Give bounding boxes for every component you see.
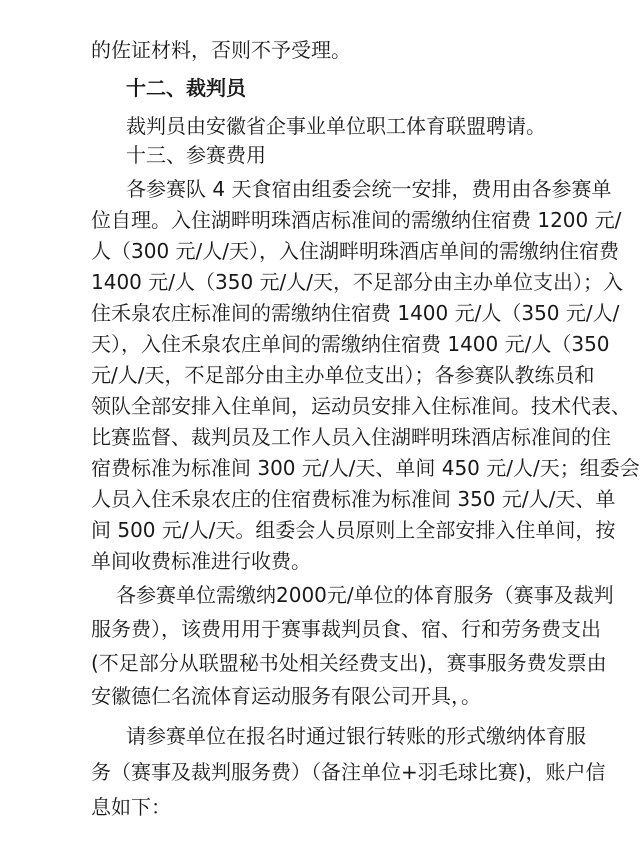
text-line-16: 间 500 元/人/天。组委会人员原则上全部安排入住单间，按	[91, 518, 616, 542]
text-line-12: 领队全部安排入住单间，运动员安排入住标准间。技术代表、	[91, 394, 631, 418]
text-line-21: 安徽德仁名流体育运动服务有限公司开具，。	[91, 684, 481, 708]
text-line-11: 元/人/天，不足部分由主办单位支出）；各参赛队教练员和	[91, 363, 595, 387]
text-line-22: 请参赛单位在报名时通过银行转账的形式缴纳体育服	[126, 724, 586, 748]
text-line-20: (不足部分从联盟秘书处相关经费支出)，赛事服务费发票由	[91, 651, 607, 675]
text-line-5: 各参赛队 4 天食宿由组委会统一安排，费用由各参赛单	[126, 177, 612, 201]
text-line-17: 单间收费标准进行收费。	[91, 549, 311, 573]
text-line-24: 息如下：	[91, 795, 171, 819]
text-line-10: 天），入住禾泉农庄单间的需缴纳住宿费 1400 元/人（350	[91, 332, 610, 356]
section-heading-referees: 十二、裁判员	[126, 76, 246, 100]
text-line-8: 1400 元/人（350 元/人/天，不足部分由主办单位支出）；入	[91, 270, 624, 294]
text-line-18: 各参赛单位需缴纳2000元/单位的体育服务（赛事及裁判	[116, 583, 614, 607]
text-line-13: 比赛监督、裁判员及工作人员入住湖畔明珠酒店标准间的住	[91, 425, 611, 449]
text-line-1: 的佐证材料，否则不予受理。	[91, 38, 351, 62]
text-line-9: 住禾泉农庄标准间的需缴纳住宿费 1400 元/人（350 元/人/	[91, 301, 620, 325]
text-line-6: 位自理。入住湖畔明珠酒店标准间的需缴纳住宿费 1200 元/	[91, 208, 622, 232]
text-line-23: 务（赛事及裁判服务费）（备注单位+羽毛球比赛)，账户信	[91, 760, 606, 784]
text-line-15: 人员入住禾泉农庄的住宿费标准为标准间 350 元/人/天、单	[91, 487, 616, 511]
text-line-7: 人（300 元/人/天），入住湖畔明珠酒店单间的需缴纳住宿费	[91, 239, 620, 263]
text-line-3: 裁判员由安徽省企事业单位职工体育联盟聘请。	[126, 114, 546, 138]
section-heading-fees: 十三、参赛费用	[126, 143, 266, 167]
text-line-14: 宿费标准为标准间 300 元/人/天、单间 450 元/人/天；组委会	[91, 456, 640, 480]
text-line-19: 服务费），该费用用于赛事裁判员食、宿、行和劳务费支出	[91, 617, 601, 641]
